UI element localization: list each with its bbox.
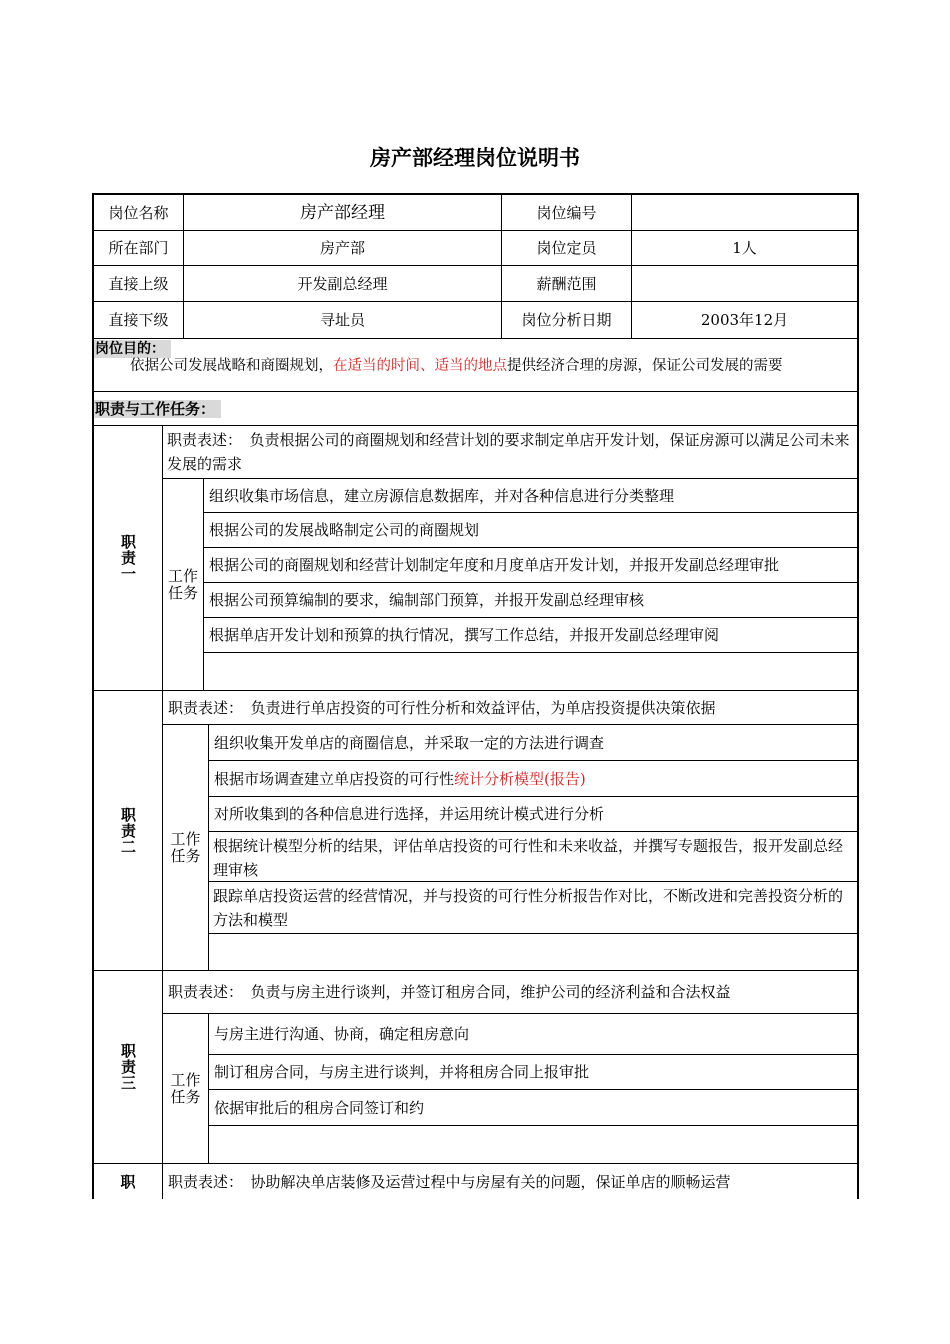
duty3-description: 职责表述： 负责与房主进行谈判，并签订租房合同，维护公司的经济利益和合法权益: [163, 971, 858, 1014]
label-position-name: 岗位名称: [93, 194, 184, 231]
purpose-header: 岗位目的：: [94, 340, 171, 358]
purpose-text-b: 提供经济合理的房源，保证公司发展的需要: [507, 358, 783, 374]
duty1-label: 职责一: [119, 534, 137, 582]
duty2-task-4: 根据统计模型分析的结果，评估单店投资的可行性和未来收益，并撰写专题报告，报开发副总经理审核: [209, 832, 858, 882]
duty1-task-5: 根据单店开发计划和预算的执行情况，撰写工作总结，并报开发副总经理审阅: [204, 618, 858, 653]
duty2-label-cell: [93, 691, 163, 971]
value-position-name: 房产部经理: [184, 194, 502, 231]
value-headcount: 1人: [632, 231, 858, 266]
duty1-task-1: 组织收集市场信息，建立房源信息数据库，并对各种信息进行分类整理: [204, 479, 858, 513]
label-superior: 直接上级: [93, 266, 184, 302]
duty3-task-2: 制订租房合同，与房主进行谈判，并将租房合同上报审批: [209, 1055, 858, 1090]
duty1-task-empty: [204, 653, 858, 691]
duty1-label-cell: [93, 426, 163, 691]
value-position-code: [632, 194, 858, 231]
duties-header-row: [93, 392, 858, 426]
value-subordinate: 寻址员: [184, 302, 502, 339]
purpose-text: [94, 358, 857, 375]
duty1-task-label: 工作任务: [167, 566, 198, 602]
duty1-task-4: 根据公司预算编制的要求，编制部门预算，并报开发副总经理审核: [204, 583, 858, 618]
duty3-task-3: 依据审批后的租房合同签订和约: [209, 1090, 858, 1126]
label-department: 所在部门: [93, 231, 184, 266]
purpose-text-a: 依据公司发展战略和商圈规划，: [130, 358, 333, 374]
duty1-description: 职责表述： 负责根据公司的商圈规划和经营计划的要求制定单店开发计划，保证房源可以满足公司未来发展的需求: [163, 426, 858, 479]
duty3-task-1: 与房主进行沟通、协商，确定租房意向: [209, 1014, 858, 1055]
duty1-task-2: 根据公司的发展战略制定公司的商圈规划: [204, 513, 858, 548]
label-subordinate: 直接下级: [93, 302, 184, 339]
purpose-text-highlight: 在适当的时间、适当的地点: [333, 358, 507, 374]
duty3-task-label: 工作任务: [170, 1070, 201, 1106]
label-analysis-date: 岗位分析日期: [502, 302, 632, 339]
duty2-task-label-cell: [163, 725, 209, 971]
duty2-task-2-text: 根据市场调查建立单店投资的可行性: [214, 769, 455, 788]
label-position-code: 岗位编号: [502, 194, 632, 231]
value-salary-range: [632, 266, 858, 302]
duty1-task-3: 根据公司的商圈规划和经营计划制定年度和月度单店开发计划，并报开发副总经理审批: [204, 548, 858, 583]
duty2-task-2-highlight: 统计分析模型(报告): [454, 769, 586, 788]
duty1-task-label-cell: [163, 479, 204, 691]
duties-header: 职责与工作任务：: [94, 400, 221, 418]
duty4-description: 职责表述： 协助解决单店装修及运营过程中与房屋有关的问题，保证单店的顺畅运营: [163, 1164, 858, 1199]
label-salary-range: 薪酬范围: [502, 266, 632, 302]
value-analysis-date: 2003年12月: [632, 302, 858, 339]
duty4-label: 职: [120, 1172, 136, 1191]
duty2-task-5: 跟踪单店投资运营的经营情况，并与投资的可行性分析报告作对比，不断改进和完善投资分析的方法和模型: [209, 882, 858, 934]
duty2-task-2: [209, 761, 858, 797]
duty2-label: 职责二: [119, 806, 137, 855]
value-department: 房产部: [184, 231, 502, 266]
duty2-task-empty: [209, 934, 858, 971]
label-headcount: 岗位定员: [502, 231, 632, 266]
duty4-label-cell: [93, 1164, 163, 1199]
duty2-task-label: 工作任务: [170, 829, 201, 865]
duty3-label: 职责三: [119, 1043, 137, 1091]
duty2-description: 职责表述： 负责进行单店投资的可行性分析和效益评估，为单店投资提供决策依据: [163, 691, 858, 725]
value-superior: 开发副总经理: [184, 266, 502, 302]
duty3-task-label-cell: [163, 1014, 209, 1164]
duty2-task-1: 组织收集开发单店的商圈信息，并采取一定的方法进行调查: [209, 725, 858, 761]
duty3-task-empty: [209, 1126, 858, 1164]
duty3-label-cell: [93, 971, 163, 1164]
page-title: 房产部经理岗位说明书: [370, 146, 580, 170]
purpose-section: [93, 339, 858, 392]
duty2-task-3: 对所收集到的各种信息进行选择，并运用统计模式进行分析: [209, 797, 858, 832]
